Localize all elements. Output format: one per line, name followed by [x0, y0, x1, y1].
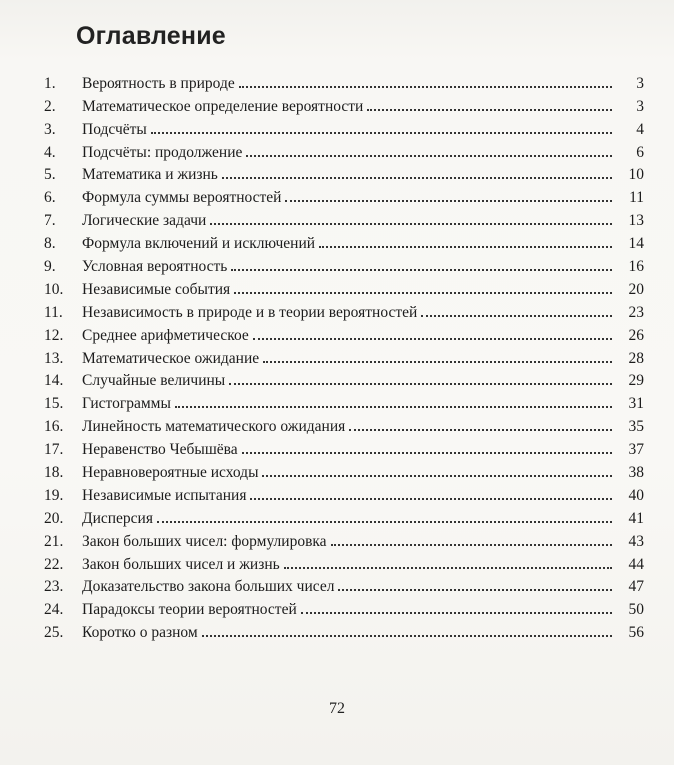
toc-entry-page: 43 — [628, 532, 644, 550]
toc-entry — [44, 70, 644, 93]
toc-entry-leader-group — [82, 144, 618, 162]
toc-entry-title: Независимые испытания — [82, 486, 247, 504]
toc-entry-page: 44 — [628, 555, 644, 573]
toc-entry-leader-group — [82, 464, 618, 482]
dot-leader — [157, 521, 612, 523]
toc-entry-leader-group — [82, 372, 618, 390]
dot-leader — [367, 109, 612, 111]
toc-entry-title: Неравенство Чебышёва — [82, 441, 238, 459]
toc-entry — [44, 162, 644, 185]
page-number: 72 — [329, 700, 345, 717]
toc-entry-number: 18. — [44, 464, 64, 482]
toc-entry — [44, 551, 644, 574]
toc-entry — [44, 93, 644, 116]
toc-entry — [44, 184, 644, 207]
toc-entry — [44, 482, 644, 505]
toc-entry — [44, 574, 644, 597]
toc-entry-title: Математическое ожидание — [82, 349, 260, 367]
toc-entry — [44, 276, 644, 299]
page-title: Оглавление — [76, 22, 226, 50]
toc-entry-page: 4 — [636, 120, 644, 138]
toc-entry-number: 24. — [44, 601, 64, 619]
toc-entry-title: Условная вероятность — [82, 258, 228, 276]
toc-entry-leader-group — [82, 75, 618, 93]
dot-leader — [263, 361, 612, 363]
dot-leader — [231, 269, 612, 271]
toc-entry-title: Закон больших чисел и жизнь — [82, 555, 280, 573]
toc-entry — [44, 116, 644, 139]
toc-entry-page: 50 — [628, 601, 644, 619]
dot-leader — [246, 155, 612, 157]
toc-entry — [44, 230, 644, 253]
toc-entry-leader-group — [82, 121, 618, 139]
toc-entry — [44, 139, 644, 162]
toc-entry-page: 6 — [636, 143, 644, 161]
dot-leader — [331, 544, 612, 546]
dot-leader — [151, 132, 612, 134]
toc-entry-page: 11 — [629, 189, 644, 207]
toc-entry-leader-group — [82, 578, 618, 596]
toc-entry-page: 40 — [628, 486, 644, 504]
toc-entry-number: 5. — [44, 166, 56, 184]
dot-leader — [349, 429, 612, 431]
dot-leader — [234, 292, 612, 294]
toc-entry-leader-group — [82, 258, 618, 276]
toc-entry-page: 31 — [628, 395, 644, 413]
toc-entry-page: 28 — [628, 349, 644, 367]
toc-entry-leader-group — [82, 212, 618, 230]
toc-entry-leader-group — [82, 533, 618, 551]
toc-entry-title: Подсчёты — [82, 120, 147, 138]
toc-entry-number: 25. — [44, 624, 64, 642]
toc-entry-page: 47 — [628, 578, 644, 596]
toc-entry-number: 1. — [44, 74, 56, 92]
toc-entry-leader-group — [82, 556, 618, 574]
dot-leader — [253, 338, 612, 340]
toc-entry-leader-group — [82, 235, 618, 253]
toc-entry-page: 26 — [628, 326, 644, 344]
toc-entry-title: Вероятность в природе — [82, 74, 235, 92]
toc-entry-title: Логические задачи — [82, 212, 207, 230]
toc-entry-number: 12. — [44, 326, 64, 344]
toc-entry-number: 9. — [44, 258, 56, 276]
toc-entry — [44, 299, 644, 322]
toc-entry-title: Закон больших чисел: формулировка — [82, 532, 327, 550]
toc-entry-number: 3. — [44, 120, 56, 138]
dot-leader — [250, 498, 612, 500]
toc-entry-page: 29 — [628, 372, 644, 390]
toc-entry-number: 4. — [44, 143, 56, 161]
dot-leader — [301, 612, 612, 614]
toc-entry-page: 38 — [628, 464, 644, 482]
toc-entry — [44, 505, 644, 528]
toc-entry-page: 14 — [628, 235, 644, 253]
toc-entry-title: Независимые события — [82, 280, 231, 298]
toc-entry-leader-group — [82, 166, 618, 184]
toc-entry-number: 7. — [44, 212, 56, 230]
toc-entry-number: 20. — [44, 509, 64, 527]
toc-entry-leader-group — [82, 624, 618, 642]
toc-entry-leader-group — [82, 601, 618, 619]
toc-entry-page: 35 — [628, 418, 644, 436]
toc-entry-leader-group — [82, 189, 618, 207]
toc-entry-page: 23 — [628, 303, 644, 321]
dot-leader — [262, 475, 612, 477]
toc-entry — [44, 390, 644, 413]
toc-entry-page: 41 — [628, 509, 644, 527]
toc-entry-title: Доказательство закона больших чисел — [82, 578, 335, 596]
toc-entry-title: Независимость в природе и в теории вероятностей — [82, 303, 418, 321]
toc-entry-title: Неравновероятные исходы — [82, 464, 259, 482]
toc-entry — [44, 528, 644, 551]
toc-entry-leader-group — [82, 441, 618, 459]
dot-leader — [222, 177, 612, 179]
toc-entry — [44, 459, 644, 482]
toc-entry — [44, 619, 644, 642]
toc-entry — [44, 322, 644, 345]
toc-entry-title: Линейность математического ожидания — [82, 418, 346, 436]
toc-entry-page: 10 — [628, 166, 644, 184]
toc-entry-title: Формула суммы вероятностей — [82, 189, 282, 207]
dot-leader — [284, 567, 612, 569]
toc-entry-page: 3 — [636, 97, 644, 115]
toc-entry-number: 6. — [44, 189, 56, 207]
toc-entry-leader-group — [82, 395, 618, 413]
toc-entry-number: 17. — [44, 441, 64, 459]
toc-entry — [44, 436, 644, 459]
toc-entry — [44, 368, 644, 391]
toc-entry — [44, 253, 644, 276]
toc-entry-title: Математика и жизнь — [82, 166, 218, 184]
toc-entry-page: 20 — [628, 280, 644, 298]
toc-entry-number: 10. — [44, 280, 64, 298]
dot-leader — [175, 406, 612, 408]
dot-leader — [202, 635, 612, 637]
dot-leader — [338, 589, 612, 591]
toc-entry-number: 21. — [44, 532, 64, 550]
toc-entry-title: Среднее арифметическое — [82, 326, 249, 344]
toc-entry-number: 13. — [44, 349, 64, 367]
toc-entry-number: 11. — [44, 303, 63, 321]
dot-leader — [239, 86, 612, 88]
toc-entry-page: 56 — [628, 624, 644, 642]
toc-entry-leader-group — [82, 304, 618, 322]
dot-leader — [229, 383, 612, 385]
toc-entry-leader-group — [82, 487, 618, 505]
toc-entry-leader-group — [82, 510, 618, 528]
toc-entry-title: Коротко о разном — [82, 624, 198, 642]
dot-leader — [210, 223, 612, 225]
toc-entry-title: Гистограммы — [82, 395, 171, 413]
toc-entry — [44, 207, 644, 230]
toc-entry-title: Парадоксы теории вероятностей — [82, 601, 297, 619]
toc-entry-number: 22. — [44, 555, 64, 573]
toc-entry-page: 16 — [628, 258, 644, 276]
toc-entry-leader-group — [82, 281, 618, 299]
toc-entry-number: 15. — [44, 395, 64, 413]
toc-entry — [44, 413, 644, 436]
toc-entry — [44, 345, 644, 368]
toc-entry-leader-group — [82, 98, 618, 116]
toc-entry-page: 13 — [628, 212, 644, 230]
toc-entry-number: 23. — [44, 578, 64, 596]
toc-entry-title: Случайные величины — [82, 372, 226, 390]
toc-entry-leader-group — [82, 327, 618, 345]
toc-entry-leader-group — [82, 350, 618, 368]
toc-entry-title: Формула включений и исключений — [82, 235, 316, 253]
dot-leader — [319, 246, 612, 248]
table-of-contents — [44, 70, 644, 642]
toc-entry-page: 3 — [636, 74, 644, 92]
dot-leader — [242, 452, 612, 454]
toc-entry-title: Математическое определение вероятности — [82, 97, 364, 115]
toc-entry-title: Дисперсия — [82, 509, 153, 527]
toc-entry-page: 37 — [628, 441, 644, 459]
toc-entry-number: 8. — [44, 235, 56, 253]
toc-entry — [44, 596, 644, 619]
toc-entry-number: 16. — [44, 418, 64, 436]
toc-entry-number: 2. — [44, 97, 56, 115]
toc-entry-number: 14. — [44, 372, 64, 390]
toc-entry-leader-group — [82, 418, 618, 436]
dot-leader — [285, 200, 612, 202]
toc-entry-number: 19. — [44, 486, 64, 504]
toc-entry-title: Подсчёты: продолжение — [82, 143, 243, 161]
dot-leader — [421, 315, 612, 317]
